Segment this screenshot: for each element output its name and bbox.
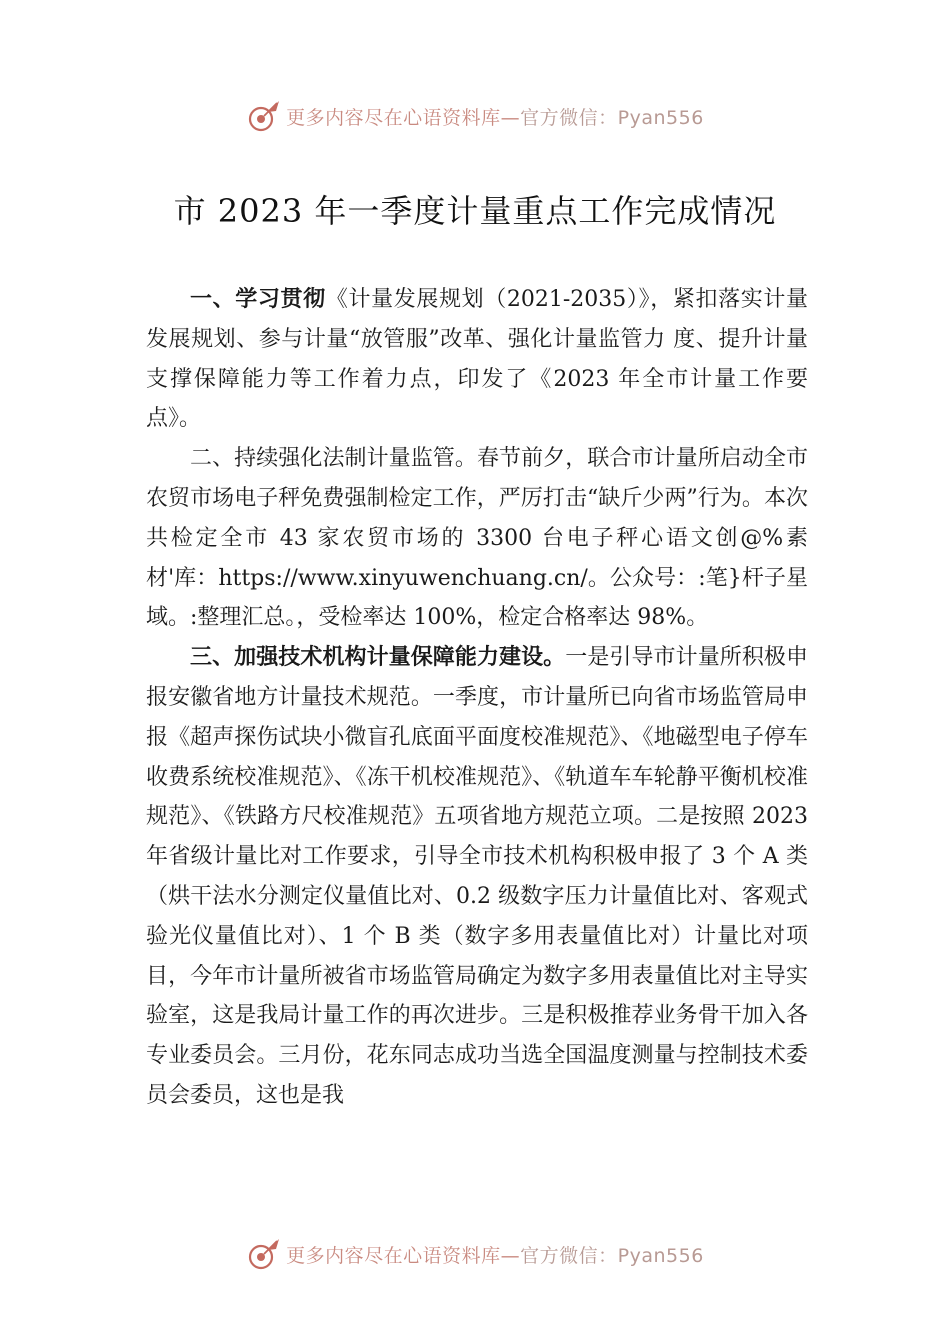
watermark-wechat: 官方微信：Pyan556 — [520, 1244, 704, 1267]
footer-watermark — [0, 1234, 950, 1274]
watermark-main: 更多内容尽在心语资料库— — [286, 106, 521, 129]
watermark-text — [286, 103, 704, 130]
paragraph-3-text: 一是引导市计量所积极申报安徽省地方计量技术规范。一季度，市计量所已向省市场监管局申报《超声探伤试块小微盲孔底面平面度校准规范》、《地磁型电子停车收费系统校准规范》、《冻干机校准规范》、《轨道车车轮静平衡机校准规范》、《铁路方尺校准规范》五项省地方规范立项。二是按照 2023 年省级计量比对工作要求，引导全市技术机构积极申报了 3 个 A 类（烘干法水分测定仪量值比对、0.2 级数字压力计量值比对、客观式验光仪量值比对）、1 个 B 类（数字多用表量值比对）计量比对项目，今年市计量所被省市场监管局确定为数字多用表量值比对主导实验室，这是我局计量工作的再次进步。三是积极推荐业务骨干加入各专业委员会。三月份，花东同志成功当选全国温度测量与控制技术委员会委员，这也是我 — [146, 645, 808, 1108]
header-watermark — [0, 96, 950, 136]
paragraph-3 — [146, 638, 808, 1116]
watermark-text — [286, 1241, 704, 1268]
paragraph-3-heading: 三、加强技术机构计量保障能力建设。 — [190, 645, 566, 671]
document-title: 市 2023 年一季度计量重点工作完成情况 — [173, 192, 777, 230]
paragraph-1 — [146, 280, 808, 439]
watermark-wechat: 官方微信：Pyan556 — [520, 106, 704, 129]
document-body — [146, 280, 808, 1116]
paragraph-1-heading: 一、学习贯彻 — [190, 287, 326, 312]
paragraph-2 — [146, 439, 808, 638]
quill-logo-icon — [246, 1236, 282, 1272]
paragraph-2-text: 二、持续强化法制计量监管。春节前夕，联合市计量所启动全市农贸市场电子秤免费强制检定工作，严厉打击“缺斤少两”行为。本次共检定全市 43 家农贸市场的 3300 台电子秤心语文创@%素材'库：https://www.xinyuwenchuang.cn/。公众号：:笔}杆子星域。:整理汇总。，受检率达 100%，检定合格率达 98%。 — [146, 446, 808, 631]
watermark-main: 更多内容尽在心语资料库— — [286, 1244, 521, 1267]
quill-logo-icon — [246, 98, 282, 134]
paragraph-1-text: 《计量发展规划（2021-2035）》，紧扣落实计量发展规划、参与计量“放管服”改革、强化计量监管力 度、提升计量支撑保障能力等工作着力点，印发了《2023 年全市计量工作要点》。 — [146, 287, 808, 432]
